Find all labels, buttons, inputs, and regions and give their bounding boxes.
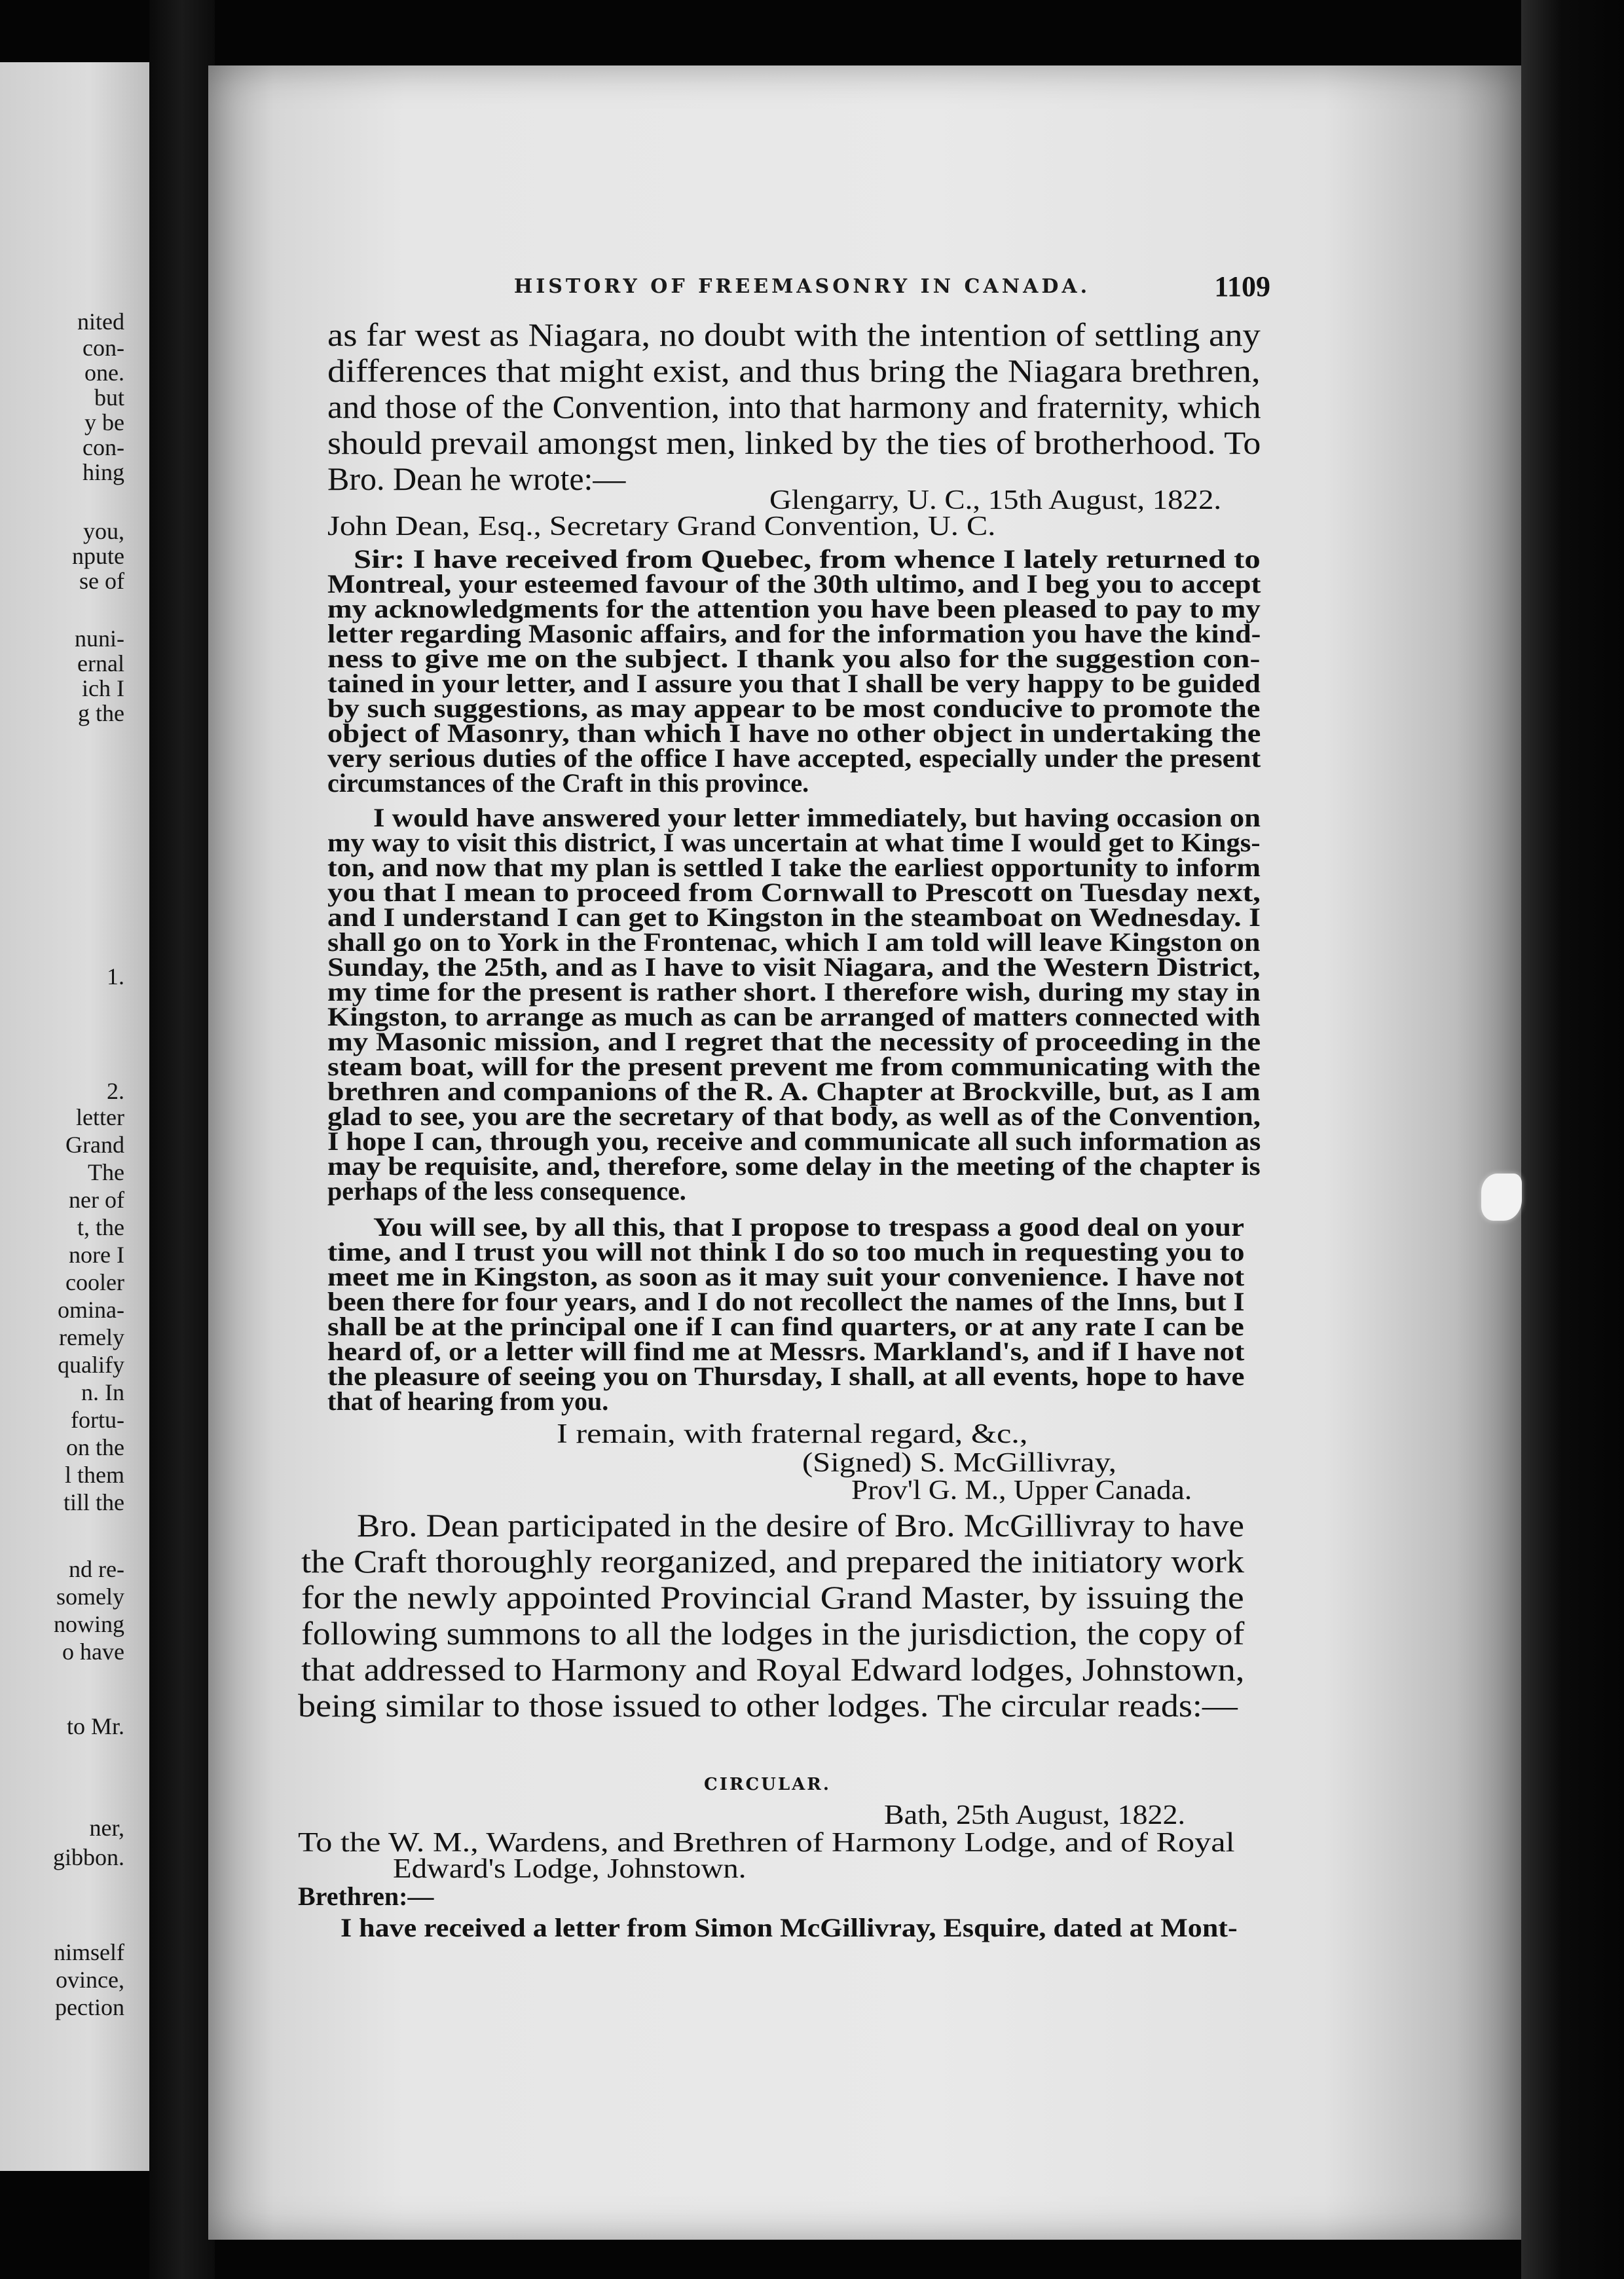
- letter-line: tained in your letter, and I assure you that I shall be very happy to be guided: [327, 669, 1261, 698]
- letter-line: Kingston, to arrange as much as can be arranged of matters connected with: [327, 1002, 1261, 1031]
- letter-line: my Masonic mission, and I regret that the necessity of proceeding in the: [327, 1027, 1261, 1056]
- letter-closing: I remain, with fraternal regard, &c.,: [557, 1419, 1028, 1449]
- letter-line: Sir: I have received from Quebec, from whence I lately returned to: [354, 544, 1261, 574]
- letter-line: glad to see, you are the secretary of that body, as well as of the Convention,: [327, 1102, 1261, 1131]
- facing-page-fragment-line: nuni-: [75, 625, 124, 652]
- letter-signatory-title: Prov'l G. M., Upper Canada.: [851, 1475, 1192, 1506]
- body-line: the Craft thoroughly reorganized, and prepared the initiatory work: [301, 1543, 1245, 1580]
- facing-page-fragment-line: y be: [84, 409, 124, 435]
- facing-page-fragment-line: ner,: [89, 1815, 124, 1841]
- letter-line: letter regarding Masonic affairs, and for the information you have the kind-: [327, 619, 1261, 648]
- facing-page-fragment-line: Grand: [65, 1132, 124, 1158]
- letter-line: by such suggestions, as may appear to be most conducive to promote the: [327, 694, 1261, 723]
- letter-line: ness to give me on the subject. I thank you also for the suggestion con-: [327, 644, 1261, 673]
- body-line: Bro. Dean he wrote:—: [327, 460, 626, 497]
- letter-line: heard of, or a letter will find me at Messrs. Markland's, and if I have not: [327, 1337, 1245, 1366]
- letter-line: circumstances of the Craft in this province.: [327, 768, 809, 798]
- facing-page-fragment-line: one.: [84, 360, 124, 386]
- circular-heading: CIRCULAR.: [704, 1775, 831, 1794]
- letter-line: steam boat, will for the present prevent me from communicating with the: [327, 1052, 1261, 1081]
- facing-page-fragment-line: ner of: [69, 1187, 124, 1213]
- letter-line: perhaps of the less consequence.: [327, 1176, 686, 1206]
- facing-page-fragment-line: o have: [62, 1639, 124, 1665]
- facing-page-fragment-line: remely: [59, 1324, 124, 1350]
- facing-page-fragment-line: nimself: [54, 1939, 124, 1965]
- letter-line: shall be at the principal one if I can find quarters, or at any rate I can be: [327, 1312, 1244, 1341]
- circular-line: I have received a letter from Simon McGillivray, Esquire, dated at Mont-: [341, 1913, 1238, 1942]
- facing-page-fragment-line: The: [88, 1159, 124, 1185]
- letter-line: you that I mean to proceed from Cornwall to Prescott on Tuesday next,: [327, 878, 1261, 907]
- letter-signature: (Signed) S. McGillivray,: [802, 1448, 1116, 1478]
- letter-addressee: John Dean, Esq., Secretary Grand Convention, U. C.: [327, 511, 996, 542]
- facing-page-fragment-line: qualify: [58, 1352, 124, 1378]
- facing-page-fragment-line: on the: [66, 1434, 124, 1460]
- facing-page-fragment-line: letter: [76, 1104, 124, 1130]
- facing-page-fragment-line: npute: [72, 543, 124, 569]
- facing-page-fragment-line: 1.: [107, 963, 124, 990]
- facing-page-fragment-line: ich I: [82, 675, 124, 701]
- facing-page-fragment-line: omina-: [58, 1297, 124, 1323]
- facing-page-fragment-line: to Mr.: [66, 1713, 124, 1739]
- circular-address: To the W. M., Wardens, and Brethren of Harmony Lodge, and of Royal: [298, 1828, 1235, 1858]
- letter-line: and I understand I can get to Kingston in the steamboat on Wednesday. I: [327, 902, 1261, 932]
- facing-page-fragment-line: fortu-: [71, 1407, 124, 1433]
- letter-line: Sunday, the 25th, and as I have to visit Niagara, and the Western District,: [327, 952, 1261, 982]
- letter-line: You will see, by all this, that I propose to trespass a good deal on your: [373, 1212, 1244, 1242]
- letter-line: I hope I can, through you, receive and communicate all such information as: [327, 1126, 1261, 1156]
- letter-line: my acknowledgments for the attention you have been pleased to pay to my: [327, 594, 1261, 623]
- letter-line: brethren and companions of the R. A. Chapter at Brockville, but, as I am: [327, 1077, 1261, 1106]
- facing-page-fragment-line: hing: [82, 459, 124, 485]
- letter-line: my way to visit this district, I was uncertain at what time I would get to Kings-: [327, 828, 1261, 857]
- letter-line: object of Masonry, than which I have no other object in undertaking the: [327, 718, 1261, 748]
- body-line: that addressed to Harmony and Royal Edward lodges, Johnstown,: [301, 1651, 1245, 1688]
- letter-line: may be requisite, and, therefore, some delay in the meeting of the chapter is: [327, 1151, 1261, 1181]
- facing-page-fragment-line: nited: [77, 308, 124, 335]
- letter-line: very serious duties of the office I have accepted, especially under the present: [327, 743, 1261, 773]
- letter-line: ton, and now that my plan is settled I take the earliest opportunity to inform: [327, 853, 1261, 882]
- facing-page-fragment: [0, 62, 149, 2171]
- body-line: Bro. Dean participated in the desire of Bro. McGillivray to have: [357, 1507, 1244, 1544]
- facing-page-fragment-line: you,: [83, 518, 124, 544]
- body-line: for the newly appointed Provincial Grand Master, by issuing the: [301, 1579, 1244, 1616]
- circular-salutation: Brethren:—: [298, 1881, 434, 1911]
- circular-address: Edward's Lodge, Johnstown.: [393, 1854, 747, 1884]
- circular-dateline: Bath, 25th August, 1822.: [884, 1800, 1186, 1830]
- letter-dateline: Glengarry, U. C., 15th August, 1822.: [769, 485, 1222, 515]
- letter-line: Montreal, your esteemed favour of the 30th ultimo, and I beg you to accept: [327, 569, 1261, 599]
- letter-line: my time for the present is rather short. I therefore wish, during my stay in: [327, 977, 1261, 1007]
- facing-page-fragment-line: l them: [65, 1462, 124, 1488]
- body-line: following summons to all the lodges in the jurisdiction, the copy of: [301, 1615, 1245, 1652]
- letter-line: the pleasure of seeing you on Thursday, I shall, at all events, hope to have: [327, 1362, 1245, 1391]
- body-line: should prevail amongst men, linked by the ties of brotherhood. To: [327, 424, 1261, 461]
- scan-edge: [1521, 0, 1624, 2279]
- facing-page-fragment-line: 2.: [107, 1078, 124, 1104]
- letter-line: been there for four years, and I do not recollect the names of the Inns, but I: [327, 1287, 1245, 1316]
- facing-page-fragment-line: gibbon.: [52, 1844, 124, 1870]
- letter-line: time, and I trust you will not think I do so too much in requesting you to: [327, 1237, 1245, 1267]
- facing-page-fragment-line: se of: [79, 568, 124, 594]
- facing-page-fragment-line: t, the: [77, 1214, 124, 1240]
- body-line: as far west as Niagara, no doubt with the intention of settling any: [327, 316, 1261, 353]
- facing-page-fragment-line: nd re-: [69, 1556, 124, 1582]
- facing-page-fragment-line: but: [94, 384, 124, 411]
- facing-page-fragment-line: n. In: [81, 1379, 124, 1405]
- body-line: being similar to those issued to other lodges. The circular reads:—: [298, 1687, 1238, 1724]
- facing-page-fragment-line: cooler: [65, 1269, 124, 1295]
- running-head: HISTORY OF FREEMASONRY IN CANADA.: [513, 275, 1091, 298]
- facing-page-fragment-line: con-: [83, 335, 124, 361]
- page-clip-mark: [1481, 1174, 1522, 1221]
- page-number: 1109: [1214, 270, 1270, 303]
- facing-page-fragment-line: till the: [64, 1489, 124, 1515]
- facing-page-fragment-line: pection: [55, 1994, 124, 2020]
- book-gutter: [149, 0, 215, 2279]
- facing-page-fragment-line: somely: [56, 1584, 124, 1610]
- facing-page-fragment-line: nore I: [69, 1242, 124, 1268]
- facing-page-fragment-line: con-: [83, 434, 124, 460]
- letter-line: shall go on to York in the Frontenac, which I am told will leave Kingston on: [327, 927, 1261, 957]
- letter-line: I would have answered your letter immediately, but having occasion on: [373, 803, 1261, 832]
- letter-line: that of hearing from you.: [327, 1386, 609, 1416]
- facing-page-fragment-line: ovince,: [56, 1967, 124, 1993]
- body-line: and those of the Convention, into that harmony and fraternity, which: [327, 388, 1261, 425]
- facing-page-fragment-line: nowing: [54, 1611, 124, 1637]
- letter-line: meet me in Kingston, as soon as it may suit your convenience. I have not: [327, 1262, 1245, 1291]
- facing-page-fragment-line: g the: [78, 700, 124, 726]
- facing-page-fragment-line: ernal: [77, 650, 124, 676]
- body-line: differences that might exist, and thus bring the Niagara brethren,: [327, 352, 1261, 389]
